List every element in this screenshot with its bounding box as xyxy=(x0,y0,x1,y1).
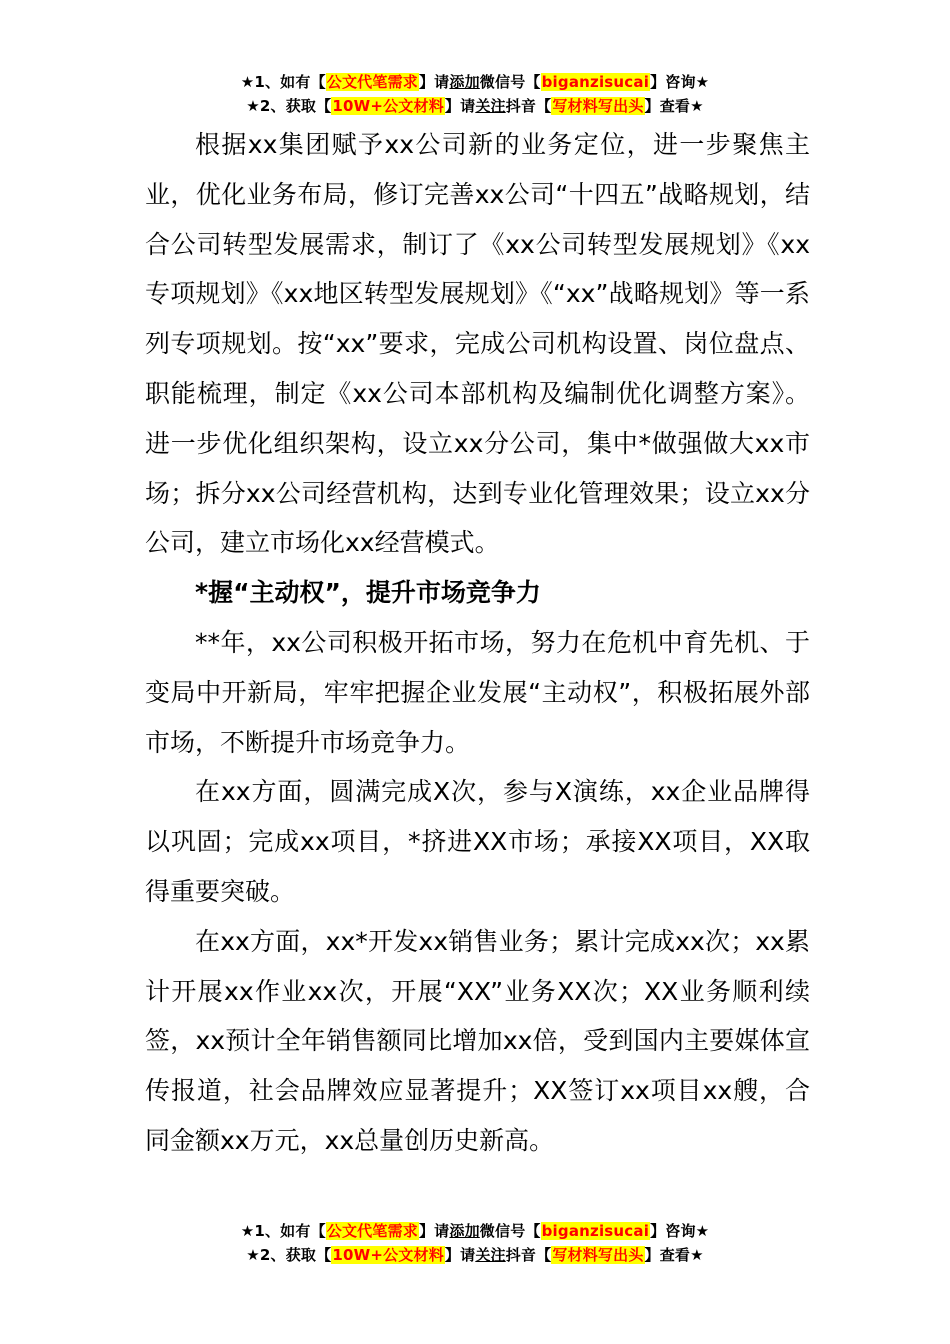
highlight-text: 公文代笔需求 xyxy=(326,73,418,91)
promo-line-2: ★2、获取【10W+公文材料】请关注抖音【写材料写出头】查看★ xyxy=(246,97,704,115)
promo-header xyxy=(0,70,950,118)
douyin-account: 写材料写出头 xyxy=(552,1246,644,1264)
promo-line-1: ★1、如有【公文代笔需求】请添加微信号【biganzisucai】咨询★ xyxy=(240,1222,710,1240)
paragraph: **年，xx公司积极开拓市场，努力在危机中育先机、于变局中开新局，牢牢把握企业发展“主动权”，积极拓展外部市场，不断提升市场竞争力。 xyxy=(145,627,810,757)
paragraph: 在xx方面，圆满完成X次，参与X演练，xx企业品牌得以巩固；完成xx项目，*挤进XX市场；承接XX项目，XX取得重要突破。 xyxy=(145,777,810,906)
wechat-id: biganzisucai xyxy=(541,73,650,91)
paragraph: 根据xx集团赋予xx公司新的业务定位，进一步聚焦主业，优化业务布局，修订完善xx公司“十四五”战略规划，结合公司转型发展需求，制订了《xx公司转型发展规划》《xx专项规划》《xx地区转型发展规划》《“xx”战略规划》等一系列专项规划。按“xx”要求，完成公司机构设置、岗位盘点、职能梳理，制定《xx公司本部机构及编制优化调整方案》。进一步优化组织架构，设立xx分公司，集中*做强做大xx市场；拆分xx公司经营机构，达到专业化管理效果；设立xx分公司，建立市场化xx经营模式。 xyxy=(145,130,810,558)
douyin-account: 写材料写出头 xyxy=(552,97,644,115)
highlight-text: 10W+公文材料 xyxy=(332,1246,444,1264)
paragraph: 在xx方面，xx*开发xx销售业务；累计完成xx次；xx累计开展xx作业xx次，开展“XX”业务XX次；XX业务顺利续签，xx预计全年销售额同比增加xx倍，受到国内主要媒体宣传报道，社会品牌效应显著提升；XX签订xx项目xx艘，合同金额xx万元，xx总量创历史新高。 xyxy=(145,926,810,1155)
promo-line-2: ★2、获取【10W+公文材料】请关注抖音【写材料写出头】查看★ xyxy=(246,1246,704,1264)
highlight-text: 10W+公文材料 xyxy=(332,97,444,115)
promo-line-1: ★1、如有【公文代笔需求】请添加微信号【biganzisucai】咨询★ xyxy=(240,73,710,91)
wechat-id: biganzisucai xyxy=(541,1222,650,1240)
promo-footer xyxy=(0,1219,950,1267)
section-heading: *握“主动权”，提升市场竞争力 xyxy=(195,578,541,608)
highlight-text: 公文代笔需求 xyxy=(326,1222,418,1240)
document-body xyxy=(145,120,810,1166)
